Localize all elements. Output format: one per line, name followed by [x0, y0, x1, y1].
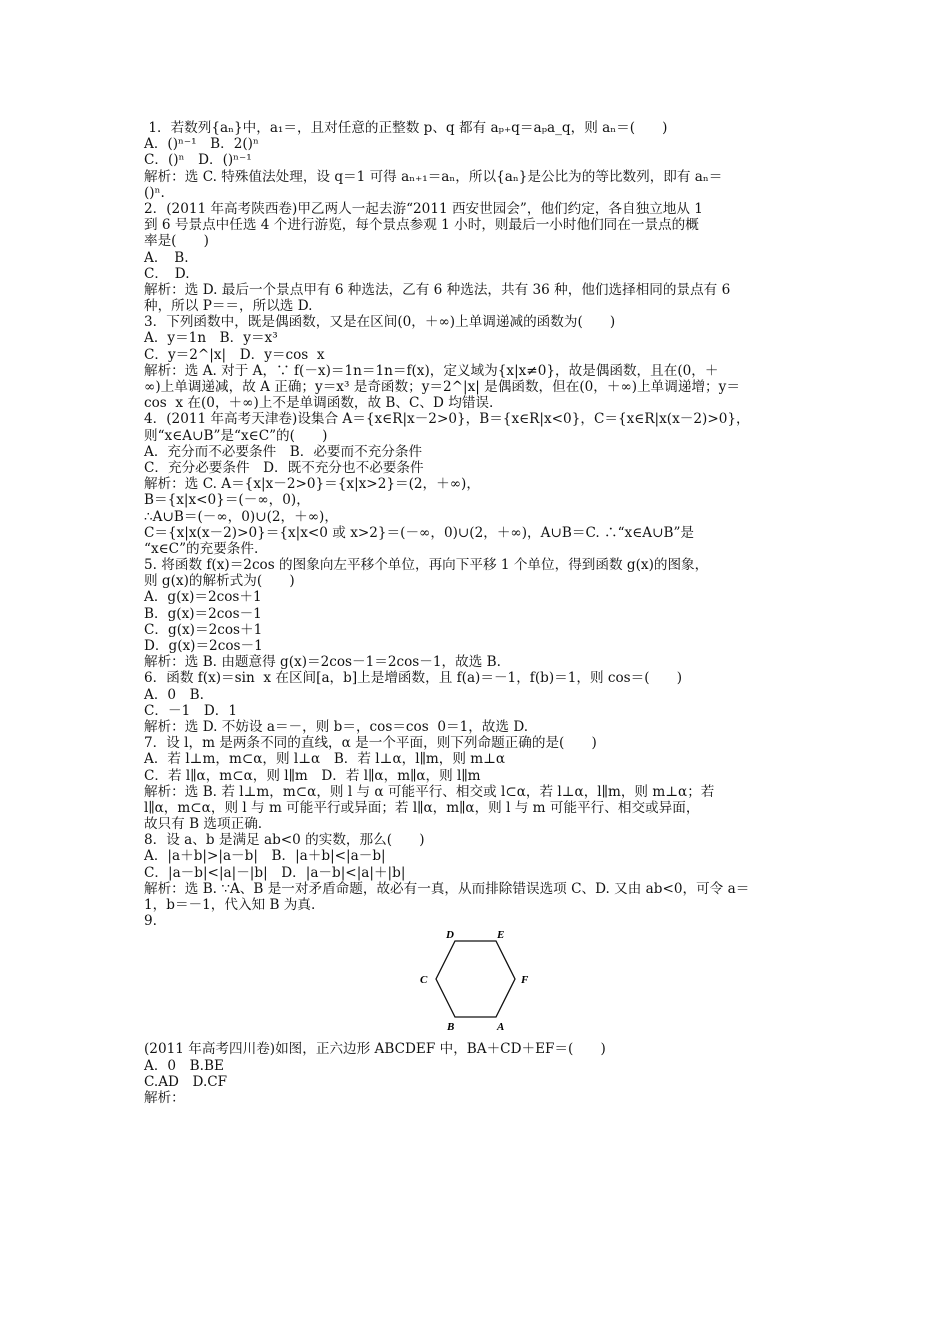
text-line: l∥α，m⊂α，则 l 与 m 可能平行或异面；若 l∥α，m∥α，则 l 与 m 可能平行、相交或异面， — [144, 799, 700, 816]
vertex-label-d: D — [446, 929, 454, 942]
problem-text-block — [144, 120, 812, 929]
text-line: A．y＝1n B．y＝x³ — [144, 330, 278, 347]
text-line: “x∈C”的充要条件. — [144, 540, 259, 557]
text-line: A．()ⁿ⁻¹ B．2()ⁿ — [144, 136, 259, 153]
text-line: 3．下列函数中，既是偶函数，又是在区间(0，＋∞)上单调递减的函数为( ) — [144, 314, 616, 331]
regular-hexagon-diagram — [411, 927, 551, 1039]
text-line: A． B. — [144, 249, 189, 266]
text-line: 解析：选 B. 若 l⊥m，m⊂α，则 l 与 α 可能平行、相交或 l⊂α，若 l⊥α，l∥m，则 m⊥α；若 — [144, 783, 715, 800]
text-line: A．g(x)＝2cos＋1 — [144, 589, 262, 606]
document-body — [144, 120, 812, 1106]
text-line: 解析：选 B. 由题意得 g(x)＝2cos－1＝2cos－1，故选 B. — [144, 654, 501, 671]
text-line: C．充分必要条件 D．既不充分也不必要条件 — [144, 459, 424, 476]
text-line: A．|a＋b|>|a－b| B．|a＋b|<|a－b| — [144, 848, 386, 865]
vertex-label-b: B — [447, 1021, 455, 1034]
text-line: 解析：选 A. 对于 A，∵ f(－x)＝1n＝1n＝f(x)，定义域为{x|x≠0}，故是偶函数，且在(0，＋ — [144, 362, 719, 379]
vertex-label-c: C — [420, 974, 428, 987]
text-line: 5. 将函数 f(x)＝2cos 的图象向左平移个单位，再向下平移 1 个单位，得到函数 g(x)的图象， — [144, 557, 709, 574]
problem-9-text-block — [144, 1041, 812, 1106]
text-line: C.AD D.CF — [144, 1073, 228, 1090]
text-line: B＝{x|x<0}＝(－∞，0)， — [144, 492, 310, 509]
text-line: ()ⁿ. — [144, 184, 165, 201]
text-line: (2011 年高考四川卷)如图，正六边形 ABCDEF 中，BA＋CD＋EF＝( ) — [144, 1041, 606, 1058]
text-line: 1．若数列{aₙ}中，a₁＝，且对任意的正整数 p、q 都有 aₚ₊q＝aₚa_q，则 aₙ＝( ) — [144, 120, 668, 136]
text-line: A．若 l⊥m，m⊂α，则 l⊥α B．若 l⊥α，l∥m，则 m⊥α — [144, 751, 506, 768]
text-line: 解析：选 D. 最后一个景点甲有 6 种选法，乙有 6 种选法，共有 36 种，他们选择相同的景点有 6 — [144, 281, 731, 298]
text-line: ∞)上单调递减，故 A 正确；y＝x³ 是奇函数；y＝2^|x| 是偶函数，但在(0，＋∞)上单调递增；y＝ — [144, 379, 740, 395]
text-line: 2．(2011 年高考陕西卷)甲乙两人一起去游“2011 西安世园会”，他们约定，各自独立地从 1 — [144, 200, 703, 217]
text-line: C．|a－b|<|a|－|b| D．|a－b|<|a|＋|b| — [144, 864, 406, 881]
text-line: 解析：选 D. 不妨设 a＝－，则 b＝，cos＝cos 0＝1，故选 D. — [144, 718, 529, 735]
text-line: A．充分而不必要条件 B．必要而不充分条件 — [144, 443, 423, 460]
vertex-label-e: E — [497, 929, 505, 942]
text-line: 9. — [144, 913, 157, 930]
text-line: 则“x∈A∪B”是“x∈C”的( ) — [144, 427, 328, 444]
text-line: 解析：选 C. 特殊值法处理，设 q＝1 可得 aₙ₊₁＝aₙ，所以{aₙ}是公比为的等比数列，即有 aₙ＝ — [144, 168, 723, 185]
text-line: 解析： — [144, 1089, 185, 1106]
text-line: 6．函数 f(x)＝sin x 在区间[a，b]上是增函数，且 f(a)＝－1，f(b)＝1，则 cos＝( ) — [144, 670, 683, 687]
text-line: 4．(2011 年高考天津卷)设集合 A＝{x∈R|x－2>0}，B＝{x∈R|x<0}，C＝{x∈R|x(x－2)>0}， — [144, 411, 750, 428]
hexagon-outline — [436, 941, 515, 1017]
text-line: 则 g(x)的解析式为( ) — [144, 573, 295, 590]
text-line: 故只有 B 选项正确. — [144, 816, 263, 833]
text-line: C．若 l∥α，m⊂α，则 l∥m D．若 l∥α，m∥α，则 l∥m — [144, 767, 481, 784]
text-line: D．g(x)＝2cos－1 — [144, 638, 263, 654]
text-line: 到 6 号景点中任选 4 个进行游览，每个景点参观 1 小时，则最后一小时他们同在一景点的概 — [144, 217, 699, 234]
text-line: B．g(x)＝2cos－1 — [144, 605, 262, 622]
text-line: 8．设 a、b 是满足 ab<0 的实数，那么( ) — [144, 832, 425, 849]
vertex-label-f: F — [521, 974, 529, 987]
hexagon-figure — [144, 929, 812, 1041]
text-line: C．－1 D．1 — [144, 702, 237, 719]
text-line: ∴A∪B＝(－∞，0)∪(2，＋∞)， — [144, 508, 338, 525]
text-line: 种，所以 P＝＝，所以选 D. — [144, 298, 313, 315]
text-line: C．g(x)＝2cos＋1 — [144, 621, 263, 638]
vertex-label-a: A — [497, 1021, 505, 1034]
text-line: 7．设 l，m 是两条不同的直线，α 是一个平面，则下列命题正确的是( ) — [144, 735, 597, 752]
text-line: C．()ⁿ D．()ⁿ⁻¹ — [144, 152, 252, 169]
text-line: cos x 在(0，＋∞)上不是单调函数，故 B、C、D 均错误. — [144, 395, 494, 412]
text-line: A．0 B.BE — [144, 1057, 224, 1074]
text-line: A．0 B. — [144, 686, 204, 703]
text-line: 1，b＝－1，代入知 B 为真. — [144, 897, 316, 913]
text-line: 解析：选 C. A＝{x|x－2>0}＝{x|x>2}＝(2，＋∞)， — [144, 476, 480, 493]
text-line: C．y＝2^|x| D．y＝cos x — [144, 346, 325, 363]
text-line: 解析：选 B. ∵A、B 是一对矛盾命题，故必有一真，从而排除错误选项 C、D. 又由 ab<0，可令 a＝ — [144, 880, 750, 897]
text-line: C． D. — [144, 265, 190, 282]
text-line: C＝{x|x(x－2)>0}＝{x|x<0 或 x>2}＝(－∞，0)∪(2，＋∞)，A∪B＝C. ∴“x∈A∪B”是 — [144, 524, 695, 541]
text-line: 率是( ) — [144, 233, 209, 250]
